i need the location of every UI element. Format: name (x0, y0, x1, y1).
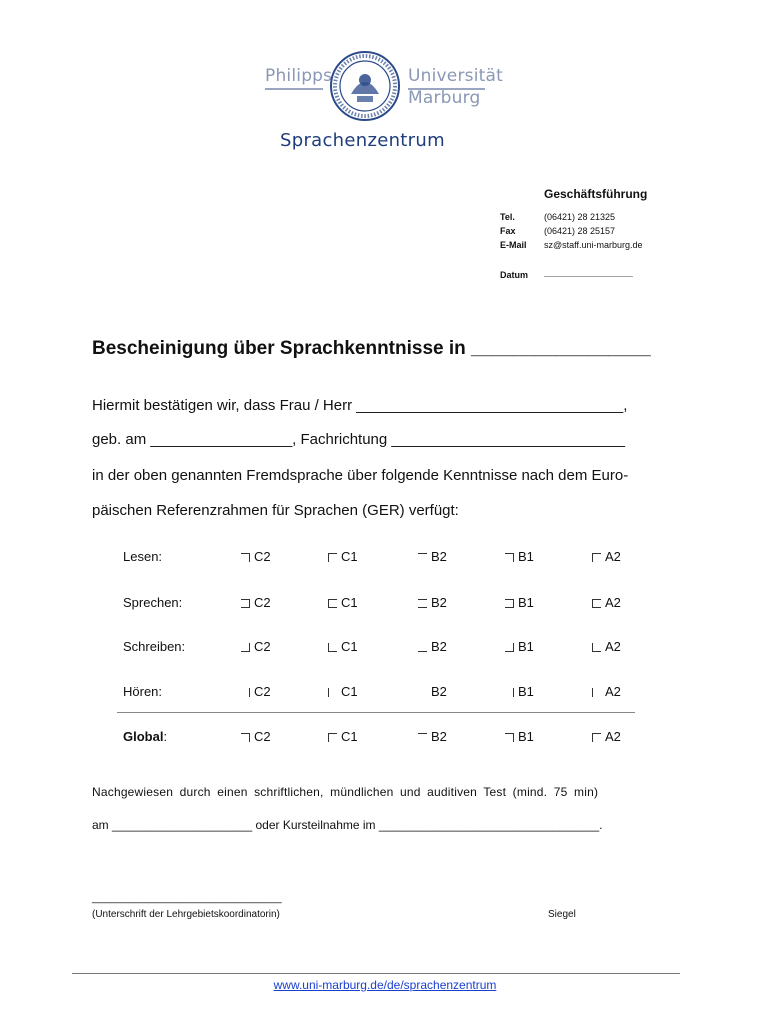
department-name: Sprachenzentrum (280, 130, 445, 151)
email-value: sz@staff.uni-marburg.de (544, 240, 643, 250)
checkbox-lesen-a2[interactable]: A2 (592, 549, 621, 564)
checkbox-sprechen-b1[interactable]: B1 (505, 595, 534, 610)
signature-caption: (Unterschrift der Lehrgebietskoordinatorin) (92, 909, 280, 920)
email-label: E-Mail (500, 240, 527, 250)
checkbox-icon (418, 643, 427, 652)
checkbox-global-a2[interactable]: A2 (592, 729, 621, 744)
date-label: Datum (500, 270, 529, 280)
skill-label-global: Global: (123, 729, 168, 744)
checkbox-sprechen-b2[interactable]: B2 (418, 595, 447, 610)
checkbox-icon (592, 688, 601, 697)
checkbox-icon (592, 733, 601, 742)
checkbox-global-c1[interactable]: C1 (328, 729, 358, 744)
tel-label: Tel. (500, 212, 515, 222)
skill-label-hoeren: Hören: (123, 684, 163, 699)
date-field[interactable]: ____________________ (544, 268, 633, 277)
checkbox-icon (328, 599, 337, 608)
checkbox-icon (328, 643, 337, 652)
fax-label: Fax (500, 226, 516, 236)
seal-label: Siegel (548, 909, 576, 920)
checkbox-icon (592, 643, 601, 652)
checkbox-schreiben-a2[interactable]: A2 (592, 639, 621, 654)
checkbox-icon (418, 733, 427, 742)
logo-text-philipps: Philipps (265, 66, 333, 86)
checkbox-lesen-c1[interactable]: C1 (328, 549, 358, 564)
logo-rule-left (265, 88, 323, 90)
proof-line-2: am _____________________ oder Kursteilnahme im _________________________________. (92, 818, 603, 832)
tel-value: (06421) 28 21325 (544, 212, 616, 222)
checkbox-icon (592, 553, 601, 562)
proof-line-1: Nachgewiesen durch einen schriftlichen, mündlichen und auditiven Test (mind. 75 min) (92, 785, 599, 799)
checkbox-icon (328, 688, 337, 697)
checkbox-schreiben-b2[interactable]: B2 (418, 639, 447, 654)
checkbox-global-b1[interactable]: B1 (505, 729, 534, 744)
confirmation-line: Hiermit bestätigen wir, dass Frau / Herr ________________________________, (92, 397, 628, 414)
checkbox-global-c2[interactable]: C2 (241, 729, 271, 744)
checkbox-icon (505, 599, 514, 608)
document-title: Bescheinigung über Sprachkenntnisse in _________________ (92, 338, 651, 359)
checkbox-hoeren-b1[interactable]: B1 (505, 684, 534, 699)
checkbox-icon (505, 733, 514, 742)
checkbox-icon (418, 599, 427, 608)
checkbox-icon (241, 733, 250, 742)
skill-label-schreiben: Schreiben: (123, 639, 186, 654)
birth-and-subject-line: geb. am _________________, Fachrichtung ____________________________ (92, 431, 625, 448)
checkbox-icon (328, 553, 337, 562)
checkbox-icon (328, 733, 337, 742)
checkbox-hoeren-c1[interactable]: C1 (328, 684, 358, 699)
description-line-1: in der oben genannten Fremdsprache über folgende Kenntnisse nach dem Euro- (92, 467, 629, 484)
checkbox-lesen-c2[interactable]: C2 (241, 549, 271, 564)
checkbox-icon (592, 599, 601, 608)
checkbox-hoeren-b2[interactable]: B2 (418, 684, 447, 699)
checkbox-schreiben-c2[interactable]: C2 (241, 639, 271, 654)
contact-heading: Geschäftsführung (544, 187, 648, 201)
checkbox-sprechen-a2[interactable]: A2 (592, 595, 621, 610)
description-line-2: päischen Referenzrahmen für Sprachen (GER) verfügt: (92, 502, 459, 519)
checkbox-sprechen-c2[interactable]: C2 (241, 595, 271, 610)
checkbox-lesen-b1[interactable]: B1 (505, 549, 534, 564)
checkbox-icon (418, 688, 427, 697)
logo-text-universitaet: Universität (408, 66, 503, 86)
grid-divider (117, 712, 635, 713)
skill-label-sprechen: Sprechen: (123, 595, 183, 610)
checkbox-sprechen-c1[interactable]: C1 (328, 595, 358, 610)
checkbox-schreiben-b1[interactable]: B1 (505, 639, 534, 654)
signature-line: _______________________________ (92, 892, 282, 904)
fax-value: (06421) 28 25157 (544, 226, 616, 236)
footer-website-link[interactable]: www.uni-marburg.de/de/sprachenzentrum (273, 978, 497, 992)
logo-text-marburg: Marburg (408, 88, 481, 108)
checkbox-schreiben-c1[interactable]: C1 (328, 639, 358, 654)
checkbox-icon (505, 643, 514, 652)
checkbox-icon (241, 643, 250, 652)
checkbox-icon (241, 553, 250, 562)
footer-divider (72, 973, 680, 974)
checkbox-icon (241, 688, 250, 697)
checkbox-global-b2[interactable]: B2 (418, 729, 447, 744)
checkbox-icon (505, 688, 514, 697)
checkbox-icon (418, 553, 427, 562)
checkbox-hoeren-c2[interactable]: C2 (241, 684, 271, 699)
checkbox-lesen-b2[interactable]: B2 (418, 549, 447, 564)
skill-label-lesen: Lesen: (123, 549, 163, 564)
checkbox-hoeren-a2[interactable]: A2 (592, 684, 621, 699)
university-seal-icon (329, 50, 401, 122)
checkbox-icon (505, 553, 514, 562)
checkbox-icon (241, 599, 250, 608)
